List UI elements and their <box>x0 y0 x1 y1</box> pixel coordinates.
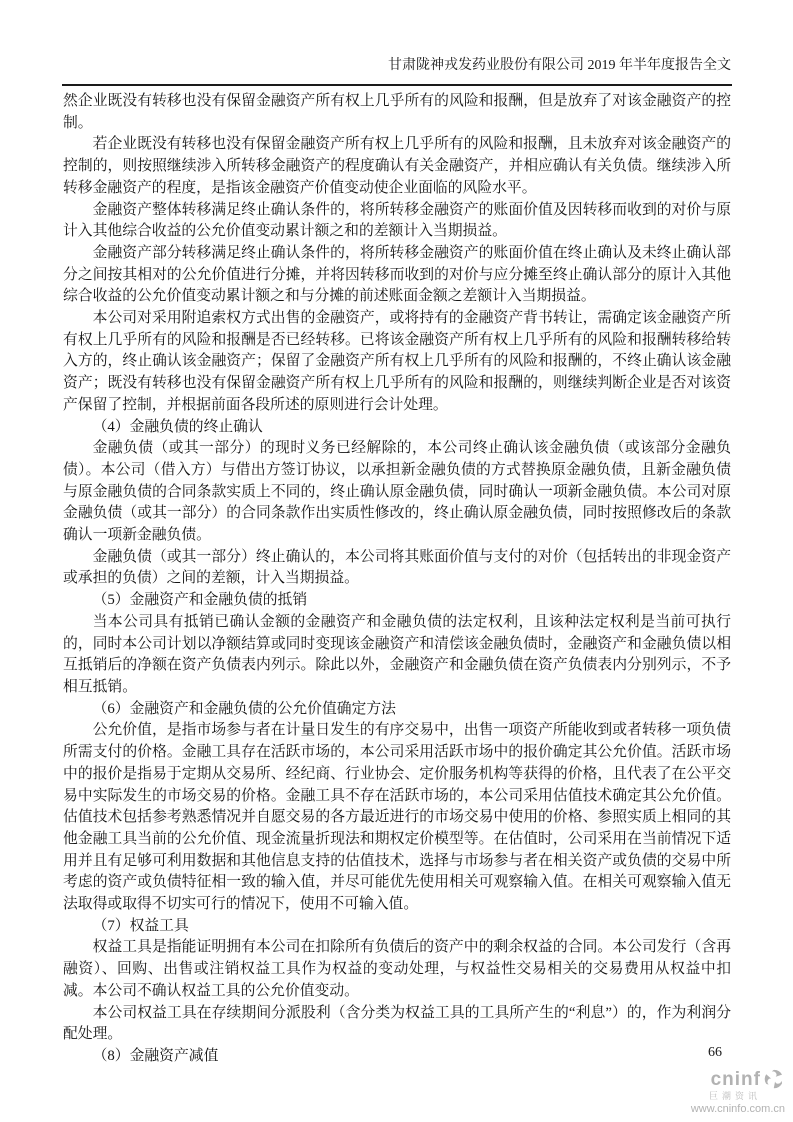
report-header-title: 甘肃陇神戎发药业股份有限公司 2019 年半年度报告全文 <box>388 58 731 73</box>
paragraph: 金融负债（或其一部分）的现时义务已经解除的，本公司终止确认该金融负债（或该部分金融负债）。本公司（借入方）与借出方签订协议，以承担新金融负债的方式替换原金融负债，且新金融负债与原金融负债的合同条款实质上不同的，终止确认原金融负债，同时确认一项新金融负债。本公司对原金融负债（或其一部分）的合同条款作出实质性修改的，终止确认原金融负债，同时按照修改后的条款确认一项新金融负债。 <box>63 440 731 544</box>
paragraph: 金融资产整体转移满足终止确认条件的，将所转移金融资产的账面价值及因转移而收到的对价与原计入其他综合收益的公允价值变动累计额之和的差额计入当期损益。 <box>63 201 731 240</box>
cninfo-chinese-name: 巨潮资讯 <box>708 1091 761 1101</box>
section-heading-4: （4）金融负债的终止确认 <box>92 418 263 435</box>
page-number: 66 <box>708 1045 722 1060</box>
paragraph-continuation: 然企业既没有转移也没有保留金融资产所有权上几乎所有的风险和报酬，但是放弃了对该金融资产的控制。 <box>63 93 731 131</box>
paragraph: 若企业既没有转移也没有保留金融资产所有权上几乎所有的风险和报酬，且未放弃对该金融资产的控制的，则按照继续涉入所转移金融资产的程度确认有关金融资产，并相应确认有关负债。继续涉入所转移金融资产的程度，是指该金融资产价值变动使企业面临的风险水平。 <box>63 136 731 196</box>
cninfo-swirl-icon <box>763 1068 785 1090</box>
paragraph: 金融负债（或其一部分）终止确认的，本公司将其账面价值与支付的对价（包括转出的非现金资产或承担的负债）之间的差额，计入当期损益。 <box>63 548 731 587</box>
paragraph: 本公司权益工具在存续期间分派股利（含分类为权益工具的工具所产生的“利息”）的，作为利润分配处理。 <box>63 1004 731 1043</box>
section-heading-8: （8）金融资产减值 <box>92 1047 219 1064</box>
paragraph: 金融资产部分转移满足终止确认条件的，将所转移金融资产的账面价值在终止确认及未终止确认部分之间按其相对的公允价值进行分摊，并将因转移而收到的对价与应分摊至终止确认部分的原计入其他综合收益的公允价值变动累计额之和与分摊的前述账面金额之差额计入当期损益。 <box>63 244 731 305</box>
header-divider <box>62 84 732 86</box>
paragraph: 公允价值，是指市场参与者在计量日发生的有序交易中，出售一项资产所能收到或者转移一项负债所需支付的价格。金融工具存在活跃市场的，本公司采用活跃市场中的报价确定其公允价值。活跃市场中的报价是指易于定期从交易所、经纪商、行业协会、定价服务机构等获得的价格，且代表了在公平交易中实际发生的市场交易的价格。金融工具不存在活跃市场的，本公司采用估值技术确定其公允价值。估值技术包括参考熟悉情况并自愿交易的各方最近进行的市场交易中使用的价格、参照实质上相同的其他金融工具当前的公允价值、现金流量折现法和期权定价模型等。在估值时，公司采用在当前情况下适用并且有足够可利用数据和其他信息支持的估值技术，选择与市场参与者在相关资产或负债的交易中所考虑的资产或负债特征相一致的输入值，并尽可能优先使用相关可观察输入值。在相关可观察输入值无法取得或取得不切实可行的情况下，使用不可输入值。 <box>63 722 731 913</box>
section-heading-6: （6）金融资产和金融负债的公允价值确定方法 <box>92 700 396 717</box>
paragraph: 权益工具是指能证明拥有本公司在扣除所有负债后的资产中的剩余权益的合同。本公司发行（含再融资）、回购、出售或注销权益工具作为权益的变动处理，与权益性交易相关的交易费用从权益中扣减。本公司不确认权益工具的公允价值变动。 <box>63 939 731 999</box>
section-heading-5: （5）金融资产和金融负债的抵销 <box>92 592 308 609</box>
document-body <box>63 91 731 1068</box>
section-heading-7: （7）权益工具 <box>92 917 189 934</box>
cninfo-brand-text: cninf <box>710 1068 761 1090</box>
paragraph: 当本公司具有抵销已确认金额的金融资产和金融负债的法定权利，且该种法定权利是当前可执行的，同时本公司计划以净额结算或同时变现该金融资产和清偿该金融负债时，金融资产和金融负债以相互抵销后的净额在资产负债表内列示。除此以外，金融资产和金融负债在资产负债表内分别列示，不予相互抵销。 <box>63 613 731 695</box>
cninfo-website-url: www.cninfo.com.cn <box>690 1103 785 1115</box>
cninfo-logo <box>667 1068 787 1115</box>
paragraph: 本公司对采用附追索权方式出售的金融资产，或将持有的金融资产背书转让，需确定该金融资产所有权上几乎所有的风险和报酬是否已经转移。已将该金融资产所有权上几乎所有的风险和报酬转移给转入方的，终止确认该金融资产；保留了金融资产所有权上几乎所有的风险和报酬的，不终止确认该金融资产；既没有转移也没有保留金融资产所有权上几乎所有的风险和报酬的，则继续判断企业是否对该资产保留了控制，并根据前面各段所述的原则进行会计处理。 <box>63 310 731 413</box>
